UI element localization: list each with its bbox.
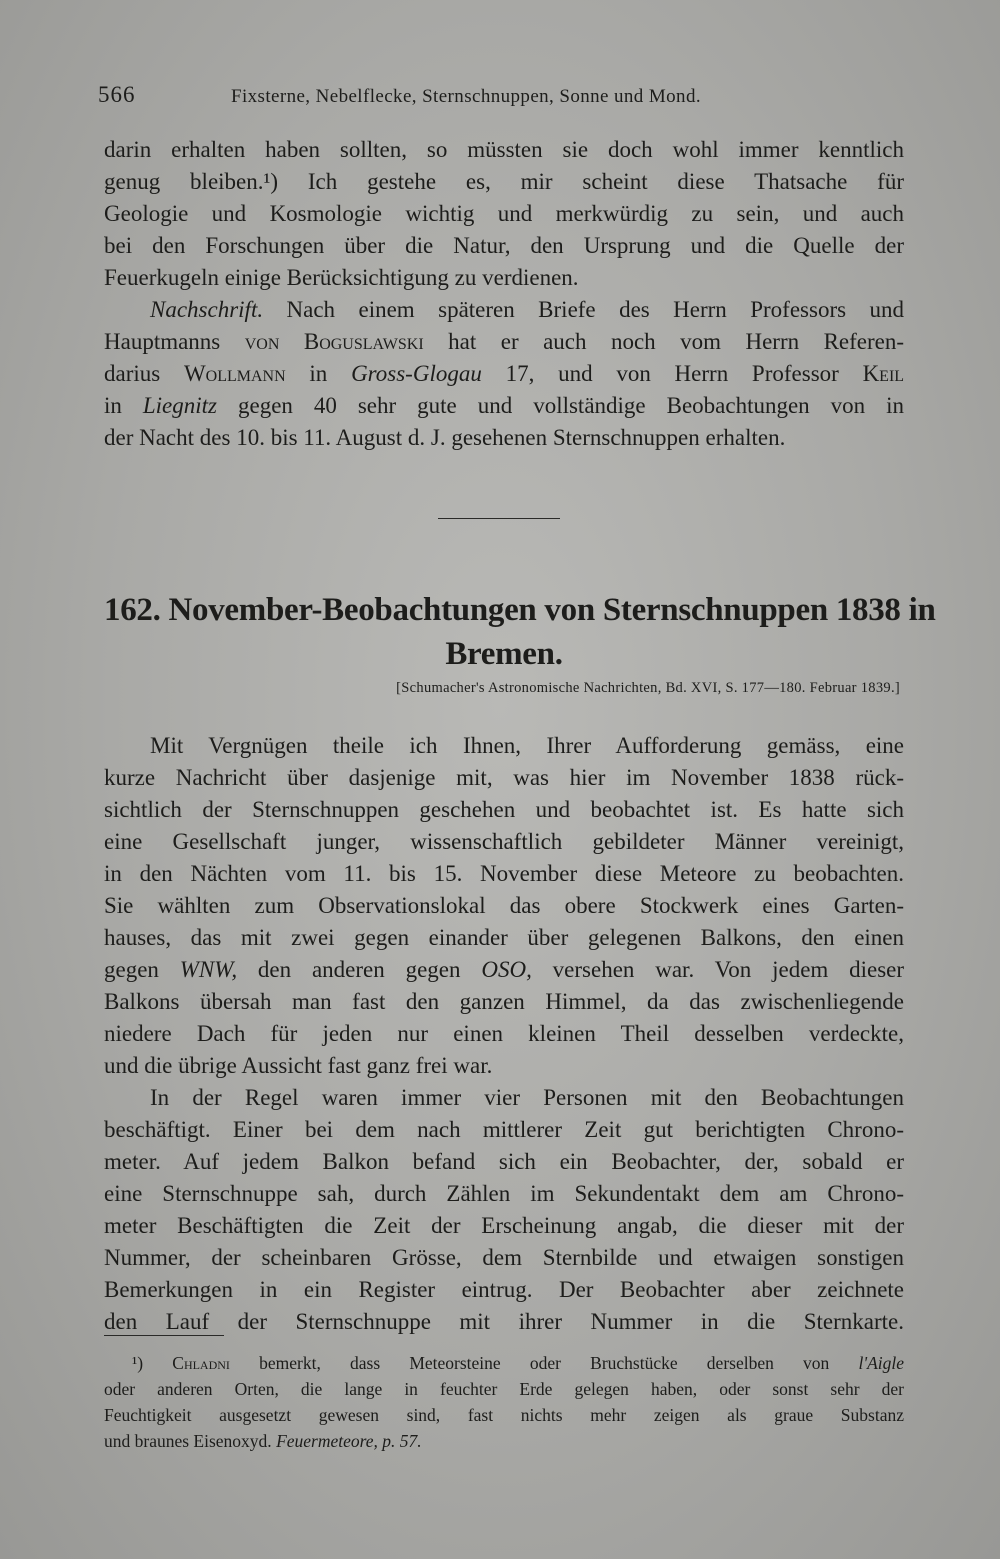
text-line: Balkons übersah man fast den ganzen Himmel, da das zwischenliegende — [104, 989, 904, 1014]
postscript-line: Hauptmanns von Boguslawski hat er auch noch vom Herrn Referen- — [104, 329, 905, 354]
text-line: in den Nächten vom 11. bis 15. November diese Meteore zu beobachten. — [104, 861, 904, 886]
source-citation: [Schumacher's Astronomische Nachrichten, Bd. XVI, S. 177—180. Februar 1839.] — [396, 680, 900, 696]
postscript-label: Nachschrift. — [150, 297, 264, 322]
person-name: Chladni — [172, 1353, 230, 1373]
text-line: Sie wählten zum Observationslokal das obere Stockwerk eines Garten- — [104, 893, 904, 918]
place-name: Liegnitz — [142, 393, 217, 418]
place-name: Gross-Glogau — [351, 361, 482, 386]
section-title: 162. November-Beobachtungen von Sternschnuppen 1838 in — [104, 592, 936, 628]
person-name: Wollmann — [183, 361, 286, 386]
text-line: darin erhalten haben sollten, so müssten sie doch wohl immer kenntlich — [104, 137, 904, 162]
text-line: Mit Vergnügen theile ich Ihnen, Ihrer Aufforderung gemäss, eine — [150, 733, 904, 758]
postscript-line: Nachschrift. Nach einem späteren Briefe des Herrn Professors und — [150, 297, 904, 322]
footnote-line: und braunes Eisenoxyd. Feuermeteore, p. 57. — [104, 1431, 422, 1451]
footnote-line: ¹) Chladni bemerkt, dass Meteorsteine oder Bruchstücke derselben von l'Aigle — [132, 1353, 905, 1373]
text-line: beschäftigt. Einer bei dem nach mittlerer Zeit gut berichtigten Chrono- — [104, 1117, 904, 1142]
text-line: sichtlich der Sternschnuppen geschehen und beobachtet ist. Es hatte sich — [104, 797, 904, 822]
text-line: niedere Dach für jeden nur einen kleinen Theil desselben verdeckte, — [104, 1021, 904, 1046]
direction-label: OSO, — [481, 957, 532, 982]
text-line: Nummer, der scheinbaren Grösse, dem Sternbilde und etwaigen sonstigen — [104, 1245, 904, 1270]
person-name: von Boguslawski — [244, 329, 424, 354]
footnote-line: oder anderen Orten, die lange in feuchter Erde gelegen haben, oder sonst sehr der — [104, 1379, 904, 1399]
text-line: bei den Forschungen über die Natur, den Ursprung und die Quelle der — [104, 233, 904, 258]
section-title-cont: Bremen. — [445, 636, 563, 672]
section-separator — [438, 518, 560, 519]
text-line: meter Beschäftigten die Zeit der Erscheinung angab, die dieser mit der — [104, 1213, 904, 1238]
footnote — [104, 1350, 904, 1454]
text-line: Bemerkungen in ein Register eintrug. Der Beobachter aber zeichnete — [104, 1277, 904, 1302]
continuation-paragraph — [104, 134, 904, 454]
page-number: 566 — [98, 82, 136, 107]
text-line: hauses, das mit zwei gegen einander über gelegenen Balkons, den einen — [104, 925, 904, 950]
reference: Feuermeteore, p. 57. — [276, 1431, 422, 1451]
text-line: Geologie und Kosmologie wichtig und merkwürdig zu sein, und auch — [104, 201, 904, 226]
running-head — [98, 82, 908, 116]
postscript-line: der Nacht des 10. bis 11. August d. J. gesehenen Sternschnuppen erhalten. — [104, 425, 786, 450]
text-line: In der Regel waren immer vier Personen mit den Beobachtungen — [150, 1085, 904, 1110]
text-line: und die übrige Aussicht fast ganz frei war. — [104, 1053, 493, 1078]
text-line: kurze Nachricht über dasjenige mit, was hier im November 1838 rück- — [104, 765, 904, 790]
running-title: Fixsterne, Nebelflecke, Sternschnuppen, Sonne und Mond. — [231, 86, 701, 107]
text-line: gegen WNW, den anderen gegen OSO, versehen war. Von jedem dieser — [104, 957, 905, 982]
footnote-line: Feuchtigkeit ausgesetzt gewesen sind, fast nichts mehr zeigen als graue Substanz — [104, 1405, 904, 1425]
text-line: meter. Auf jedem Balkon befand sich ein Beobachter, der, sobald er — [104, 1149, 904, 1174]
place-name: l'Aigle — [858, 1353, 905, 1373]
direction-label: WNW, — [179, 957, 238, 982]
text-line: Feuerkugeln einige Berücksichtigung zu verdienen. — [104, 265, 579, 290]
postscript-line: in Liegnitz gegen 40 sehr gute und vollständige Beobachtungen von in — [104, 393, 905, 418]
person-name: Keil — [862, 361, 905, 386]
text-line: eine Sternschnuppe sah, durch Zählen im Sekundentakt dem am Chrono- — [104, 1181, 904, 1206]
section-heading — [104, 588, 936, 676]
text-line: genug bleiben.¹) Ich gestehe es, mir scheint diese Thatsache für — [104, 169, 904, 194]
text-line: eine Gesellschaft junger, wissenschaftlich gebildeter Männer vereinigt, — [104, 829, 904, 854]
text-line: den Lauf der Sternschnuppe mit ihrer Nummer in die Sternkarte. — [104, 1309, 904, 1334]
body-text — [104, 730, 904, 1338]
footnote-rule — [104, 1335, 224, 1336]
postscript-line: darius Wollmann in Gross-Glogau 17, und von Herrn Professor Keil — [104, 361, 905, 386]
